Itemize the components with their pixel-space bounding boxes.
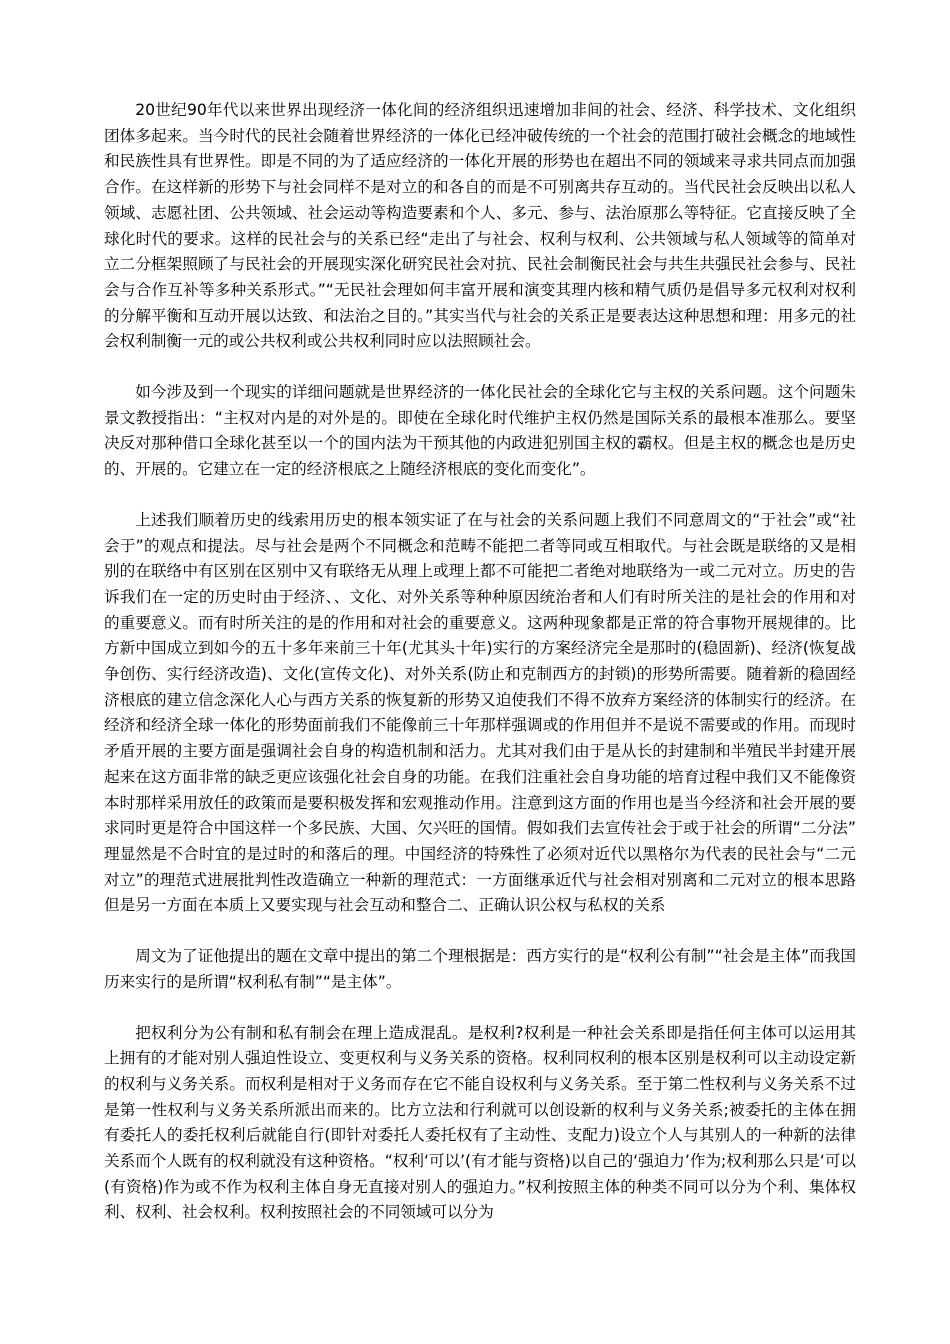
paragraph-second-argument: 周文为了证他提出的题在文章中提出的第二个理根据是：西方实行的是“权利公有制”“社会是主体”而我国历来实行的是所谓“权利私有制”“是主体”。 (104, 947, 856, 991)
paragraph-sovereignty: 如今涉及到一个现实的详细问题就是世界经济的一体化民社会的全球化它与主权的关系问题。这个问题朱景文教授指出：“主权对内是的对外是的。即使在全球化时代维护主权仍然是国际关系的最根本准那么。要坚决反对那种借口全球化甚至以一个的国内法为干预其他的内政进犯别国主权的霸权。但是主权的概念也是历史的、开展的。它建立在一定的经济根底之上随经济根底的变化而变化”。 (104, 383, 856, 479)
paragraph-historical-analysis: 上述我们顺着历史的线索用历史的根本领实证了在与社会的关系问题上我们不同意周文的“于社会”或“社会于”的观点和提法。尽与社会是两个不同概念和范畴不能把二者等同或互相取代。与社会既是联络的又是相别的在联络中有区别在区别中又有联络无从理上或理上都不可能把二者绝对地联络为一或二元对立。历史的告诉我们在一定的历史时由于经济、、文化、对外关系等种种原因统治者和人们有时所关注的是社会的作用和对的重要意义。而有时所关注的是的作用和对社会的重要意义。这两种现象都是正常的符合事物开展规律的。比方新中国成立到如今的五十多年来前三十年(尤其头十年)实行的方案经济完全是那时的(稳固新)、经济(恢复战争创伤、实行经济改造)、文化(宣传文化)、对外关系(防止和克制西方的封锁)的形势所需要。随着新的稳固经济根底的建立信念深化人心与西方关系的恢复新的形势又迫使我们不得不放弃方案经济的体制实行的经济。在经济和经济全球一体化的形势面前我们不能像前三十年那样强调或的作用但并不是说不需要或的作用。而现时矛盾开展的主要方面是强调社会自身的构造机制和活力。尤其对我们由于是从长的封建制和半殖民半封建开展起来在这方面非常的缺乏更应该强化社会自身的功能。在我们注重社会自身功能的培育过程中我们又不能像资本时那样采用放任的政策而是要积极发挥和宏观推动作用。注意到这方面的作用也是当今经济和社会开展的要求同时更是符合中国这样一个多民族、大国、欠兴旺的国情。假如我们去宣传社会于或于社会的所谓“二分法”理显然是不合时宜的是过时的和落后的理。中国经济的特殊性了必须对近代以黑格尔为代表的民社会与“二元对立”的理范式进展批判性改造确立一种新的理范式：一方面继承近代与社会相对别离和二元对立的根本思路但是另一方面在本质上又要实现与社会互动和整合二、正确认识公权与私权的关系 (104, 510, 856, 915)
paragraph-globalization-civil-society: 20世纪90年代以来世界出现经济一体化间的经济组织迅速增加非间的社会、经济、科学技术、文化组织团体多起来。当今时代的民社会随着世界经济的一体化已经冲破传统的一个社会的范围打破社会概念的地域性和民族性具有世界性。即是不同的为了适应经济的一体化开展的形势也在超出不同的领域来寻求共同点而加强合作。在这样新的形势下与社会同样不是对立的和各自的而是不可别离共存互动的。当代民社会反映出以私人领域、志愿社团、公共领域、社会运动等构造要素和个人、多元、参与、法治原那么等特征。它直接反映了全球化时代的要求。这样的民社会与的关系已经“走出了与社会、权利与权利、公共领域与私人领域等的简单对立二分框架照顾了与民社会的开展现实深化研究民社会对抗、民社会制衡民社会与共生共强民社会参与、民社会与合作互补等多种关系形式。”“无民社会理如何丰富开展和演变其理内核和精气质仍是倡导多元权利对权利的分解平衡和互动开展以达致、和法治之目的。”其实当代与社会的关系正是要表达这种思想和理：用多元的社会权利制衡一元的或公共权利或公共权利同时应以法照顾社会。 (104, 101, 856, 351)
document-page (104, 98, 856, 1251)
paragraph-rights-classification: 把权利分为公有制和私有制会在理上造成混乱。是权利?权利是一种社会关系即是指任何主体可以运用其上拥有的才能对别人强迫性设立、变更权利与义务关系的资格。权利同权利的根本区别是权利可以主动设定新的权利与义务关系。而权利是相对于义务而存在它不能自设权利与义务关系。至于第二性权利与义务关系不过是第一性权利与义务关系所派出而来的。比方立法和行利就可以创设新的权利与义务关系;被委托的主体在拥有委托人的委托权利后就能自行(即针对委托人委托权有了主动性、支配力)设立个人与其别人的一种新的法律关系而个人既有的权利就没有这种资格。“权利‘可以’(有才能与资格)以自己的‘强迫力’作为;权利那么只是‘可以(有资格)作为或不作为权利主体自身无直接对别人的强迫力。”权利按照主体的种类不同可以分为个利、集体权利、权利、社会权利。权利按照社会的不同领域可以分为 (104, 1023, 857, 1222)
